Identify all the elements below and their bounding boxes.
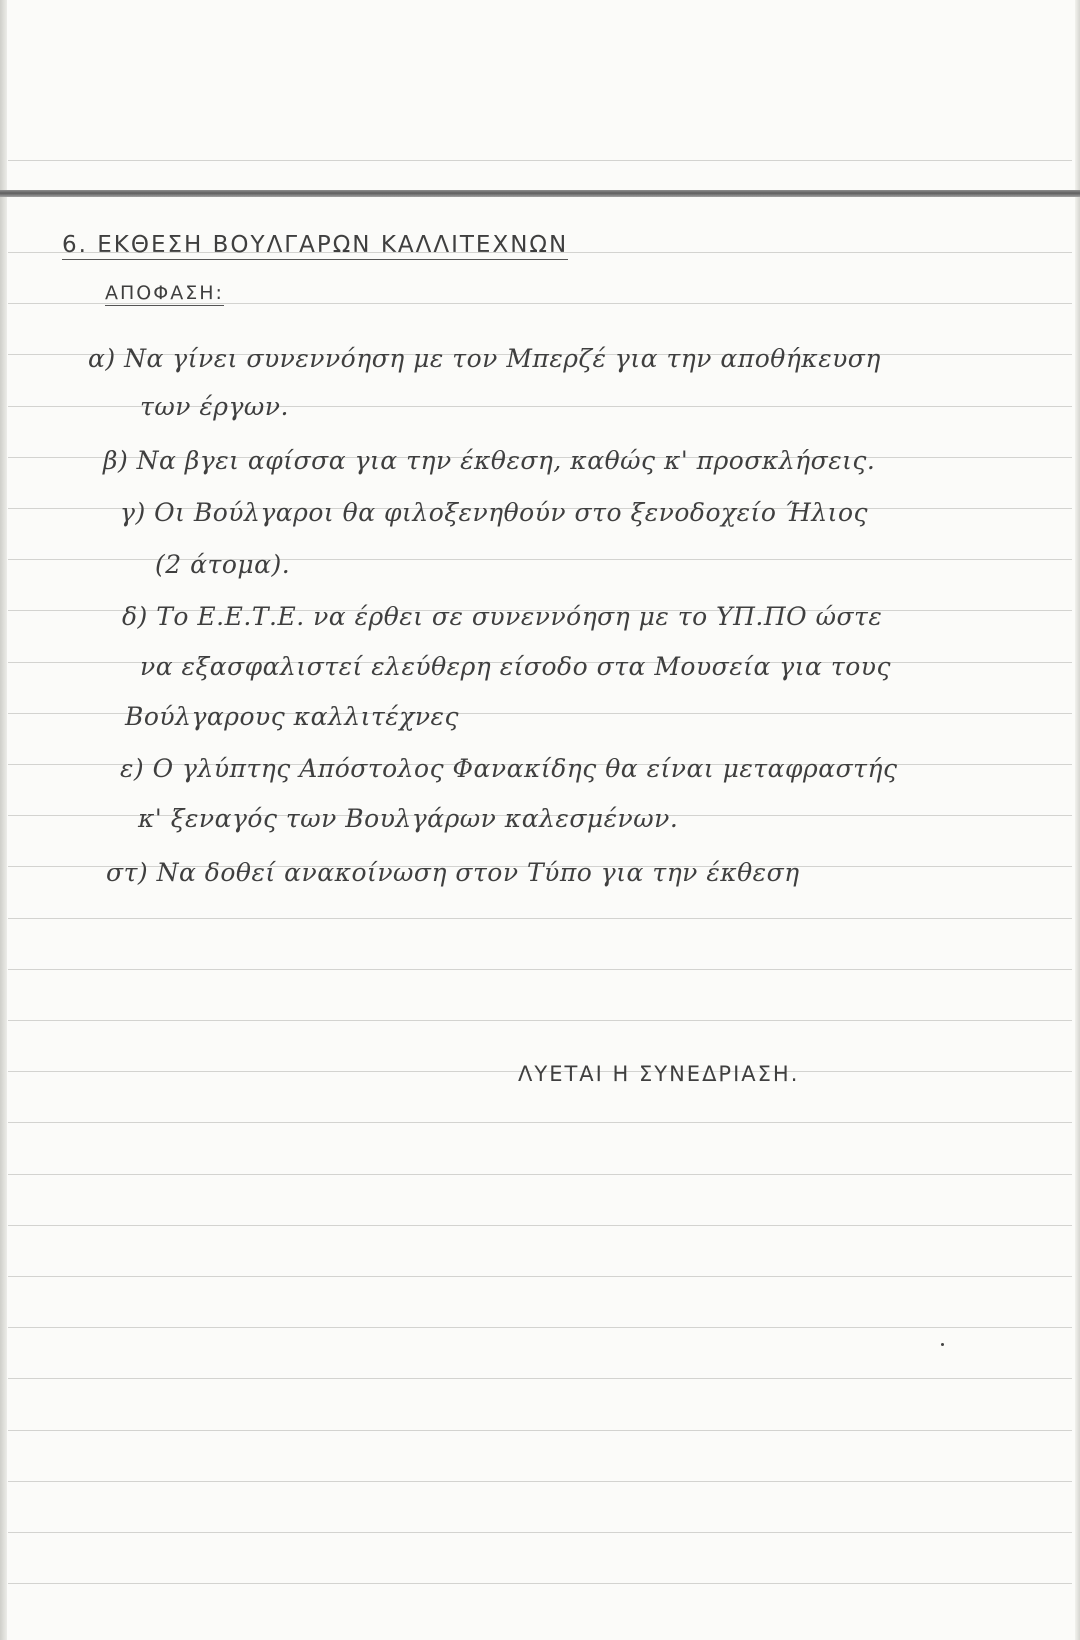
ruled-line bbox=[8, 1020, 1072, 1021]
ruled-line bbox=[8, 1532, 1072, 1533]
item-a-line1: α) Να γίνει συνεννόηση με τον Μπερζέ για την αποθήκευση bbox=[88, 344, 881, 373]
item-f-line1: στ) Να δοθεί ανακοίνωση στον Τύπο για την έκθεση bbox=[106, 858, 800, 887]
item-d-line3: Βούλγαρους καλλιτέχνες bbox=[125, 702, 459, 731]
decision-label bbox=[105, 282, 224, 304]
item-d-line2: να εξασφαλιστεί ελεύθερη είσοδο στα Μουσεία για τους bbox=[140, 652, 891, 681]
section-title-text: 6. ΕΚΘΕΣΗ ΒΟΥΛΓΑΡΩΝ ΚΑΛΛΙΤΕΧΝΩΝ bbox=[62, 232, 569, 258]
item-a-line2: των έργων. bbox=[140, 392, 289, 421]
closing-line: ΛΥΕΤΑΙ Η ΣΥΝΕΔΡΙΑΣΗ. bbox=[518, 1062, 800, 1086]
item-b-line1: β) Να βγει αφίσσα για την έκθεση, καθώς κ' προσκλήσεις. bbox=[103, 446, 876, 475]
ruled-line bbox=[8, 1122, 1072, 1123]
header-rule bbox=[0, 190, 1080, 197]
ruled-line bbox=[8, 1430, 1072, 1431]
section-title bbox=[62, 232, 568, 258]
item-c-line2: (2 άτομα). bbox=[155, 550, 291, 579]
decision-label-text: ΑΠΟΦΑΣΗ: bbox=[105, 282, 224, 304]
ruled-line bbox=[8, 1174, 1072, 1175]
item-e-line2: κ' ξεναγός των Βουλγάρων καλεσμένων. bbox=[138, 804, 679, 833]
ruled-line bbox=[8, 160, 1072, 161]
ruled-line bbox=[8, 1225, 1072, 1226]
ruled-line bbox=[8, 1327, 1072, 1328]
item-d-line1: δ) Το Ε.Ε.Τ.Ε. να έρθει σε συνεννόηση με το ΥΠ.ΠΟ ώστε bbox=[122, 602, 883, 631]
item-e-line1: ε) Ο γλύπτης Απόστολος Φανακίδης θα είναι μεταφραστής bbox=[120, 754, 898, 783]
ruled-line bbox=[8, 918, 1072, 919]
ruled-line bbox=[8, 1583, 1072, 1584]
ink-dot bbox=[941, 1343, 944, 1346]
ruled-line bbox=[8, 969, 1072, 970]
item-c-line1: γ) Οι Βούλγαροι θα φιλοξενηθούν στο ξενοδοχείο Ήλιος bbox=[120, 498, 869, 527]
ruled-line bbox=[8, 1378, 1072, 1379]
ruled-line bbox=[8, 1276, 1072, 1277]
ruled-line bbox=[8, 1481, 1072, 1482]
